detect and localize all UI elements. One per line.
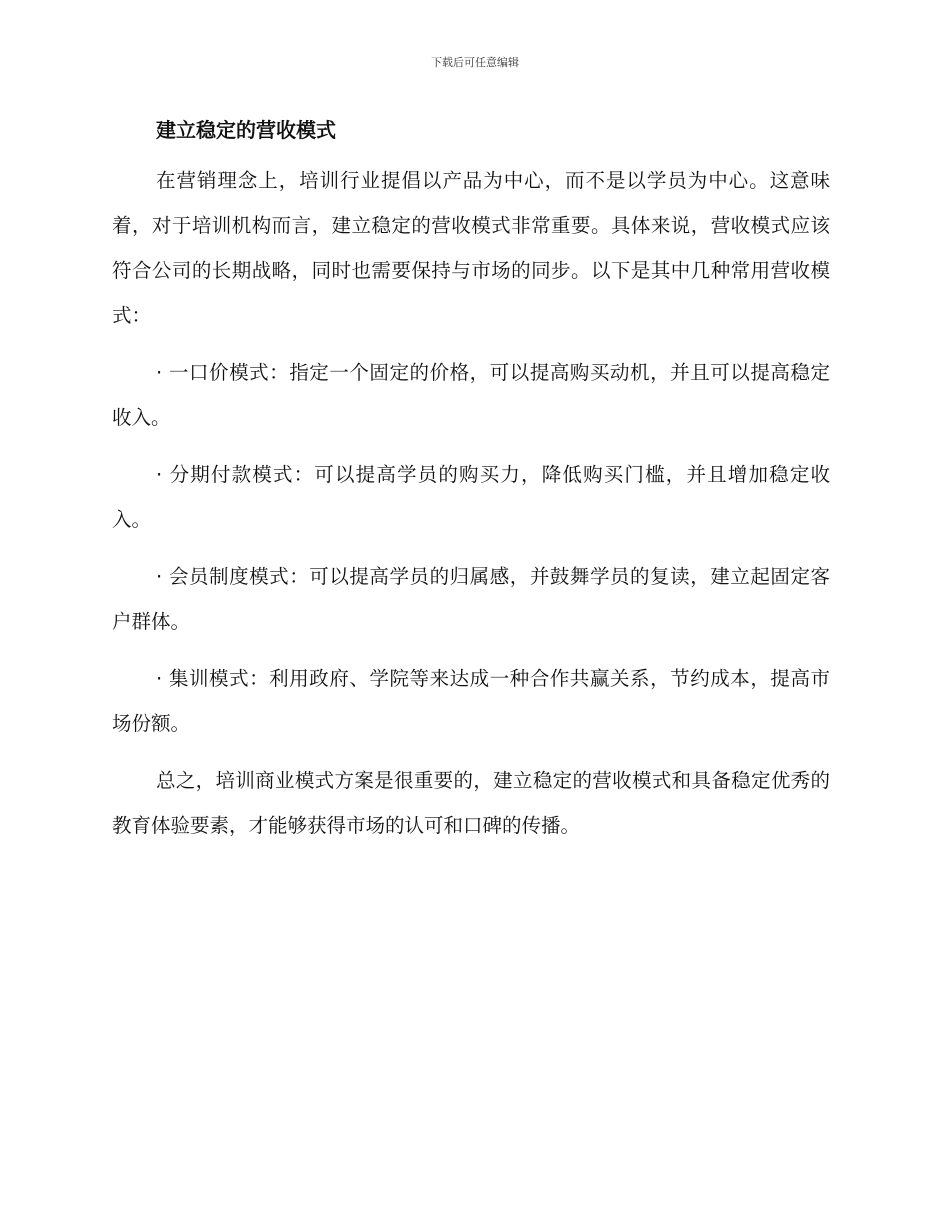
intro-paragraph: 在营销理念上，培训行业提倡以产品为中心，而不是以学员为中心。这意味着，对于培训机构而言，建立稳定的营收模式非常重要。具体来说，营收模式应该符合公司的长期战略，同时也需要保持与市场的同步。以下是其中几种常用营收模式： [112, 169, 830, 327]
bullet-membership: · 会员制度模式：可以提高学员的归属感，并鼓舞学员的复读，建立起固定客户群体。 [112, 565, 830, 633]
bullet-intensive-training: · 集训模式：利用政府、学院等来达成一种合作共赢关系，节约成本，提高市场份额。 [112, 667, 830, 735]
header-note: 下载后可任意编辑 [431, 56, 519, 69]
document-body [112, 116, 830, 860]
section-heading: 建立稳定的营收模式 [156, 118, 336, 142]
bullet-installment: · 分期付款模式：可以提高学员的购买力，降低购买门槛，并且增加稳定收入。 [112, 463, 830, 531]
conclusion-paragraph: 总之，培训商业模式方案是很重要的，建立稳定的营收模式和具备稳定优秀的教育体验要素，才能够获得市场的认可和口碑的传播。 [112, 769, 830, 837]
bullet-one-price: · 一口价模式：指定一个固定的价格，可以提高购买动机，并且可以提高稳定收入。 [112, 361, 830, 429]
